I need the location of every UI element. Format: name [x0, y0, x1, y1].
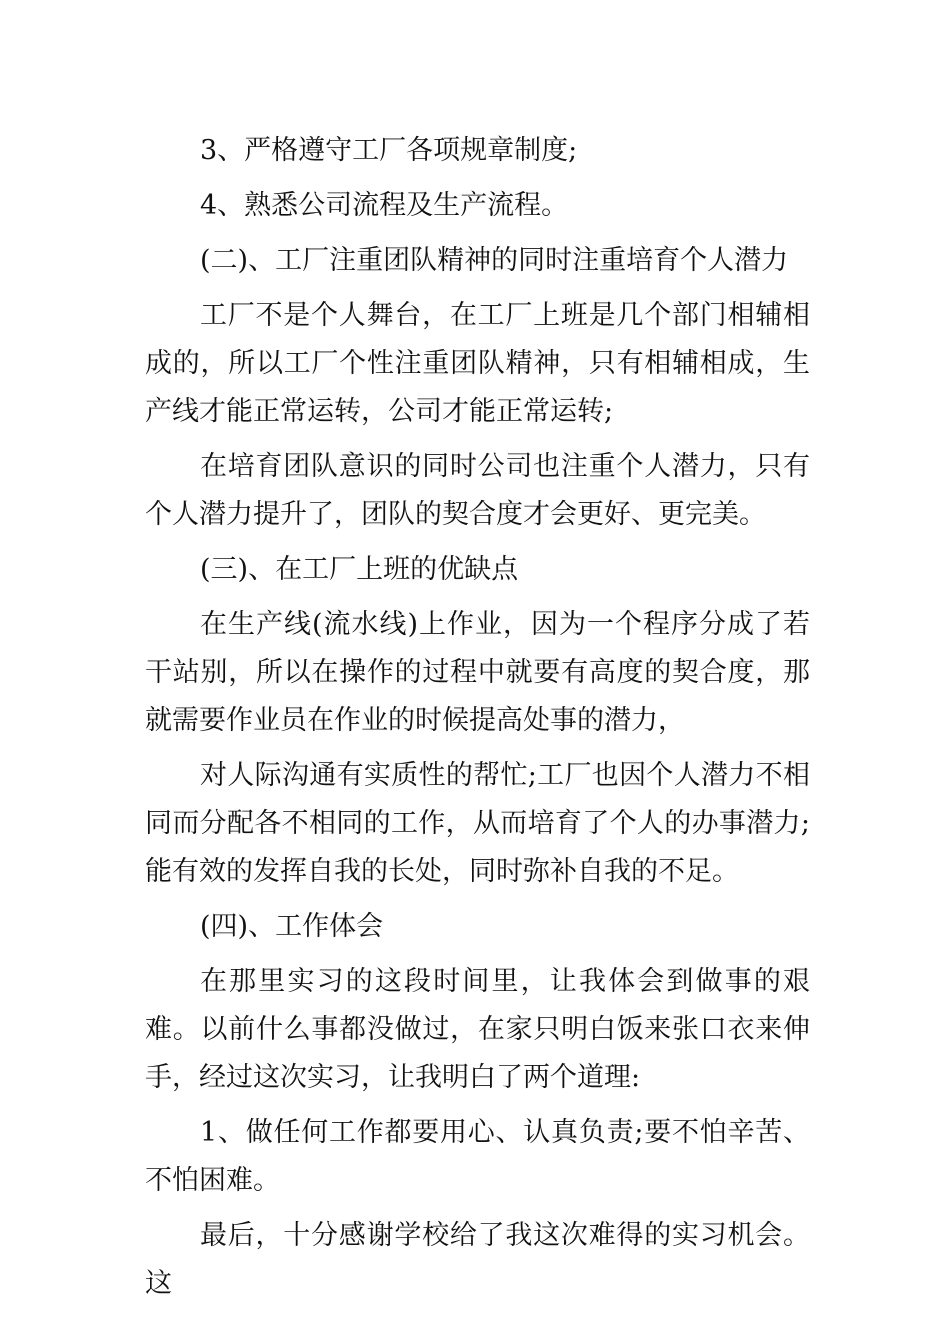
paragraph-production-line: 在生产线(流水线)上作业，因为一个程序分成了若干站别，所以在操作的过程中就要有高度的契合度，那就需要作业员在作业的时候提高处事的潜力， [145, 609, 810, 736]
document-body [145, 127, 810, 1315]
paragraph-team-cooperation: 工厂不是个人舞台，在工厂上班是几个部门相辅相成的，所以工厂个性注重团队精神，只有相辅相成，生产线才能正常运转，公司才能正常运转; [145, 300, 810, 427]
paragraph-communication: 对人际沟通有实质性的帮忙;工厂也因个人潜力不相同而分配各不相同的工作，从而培育了个人的办事潜力;能有效的发挥自我的长处，同时弥补自我的不足。 [145, 760, 810, 887]
paragraph-thanks: 最后，十分感谢学校给了我这次难得的实习机会。这 [145, 1220, 810, 1299]
section-heading-pros-cons: (三)、在工厂上班的优缺点 [200, 554, 519, 585]
section-heading-work-experience: (四)、工作体会 [200, 911, 384, 942]
section-heading-team-spirit: (二)、工厂注重团队精神的同时注重培育个人潜力 [200, 245, 789, 276]
list-item-lesson-1: 1、做任何工作都要用心、认真负责;要不怕辛苦、不怕困难。 [145, 1117, 810, 1196]
paragraph-internship-reflection: 在那里实习的这段时间里，让我体会到做事的艰难。以前什么事都没做过，在家只明白饭来张口衣来伸手，经过这次实习，让我明白了两个道理: [145, 966, 810, 1093]
list-item-rule-3: 3、严格遵守工厂各项规章制度; [200, 135, 578, 166]
list-item-rule-4: 4、熟悉公司流程及生产流程。 [200, 190, 569, 221]
paragraph-personal-potential: 在培育团队意识的同时公司也注重个人潜力，只有个人潜力提升了，团队的契合度才会更好、更完美。 [145, 451, 810, 530]
